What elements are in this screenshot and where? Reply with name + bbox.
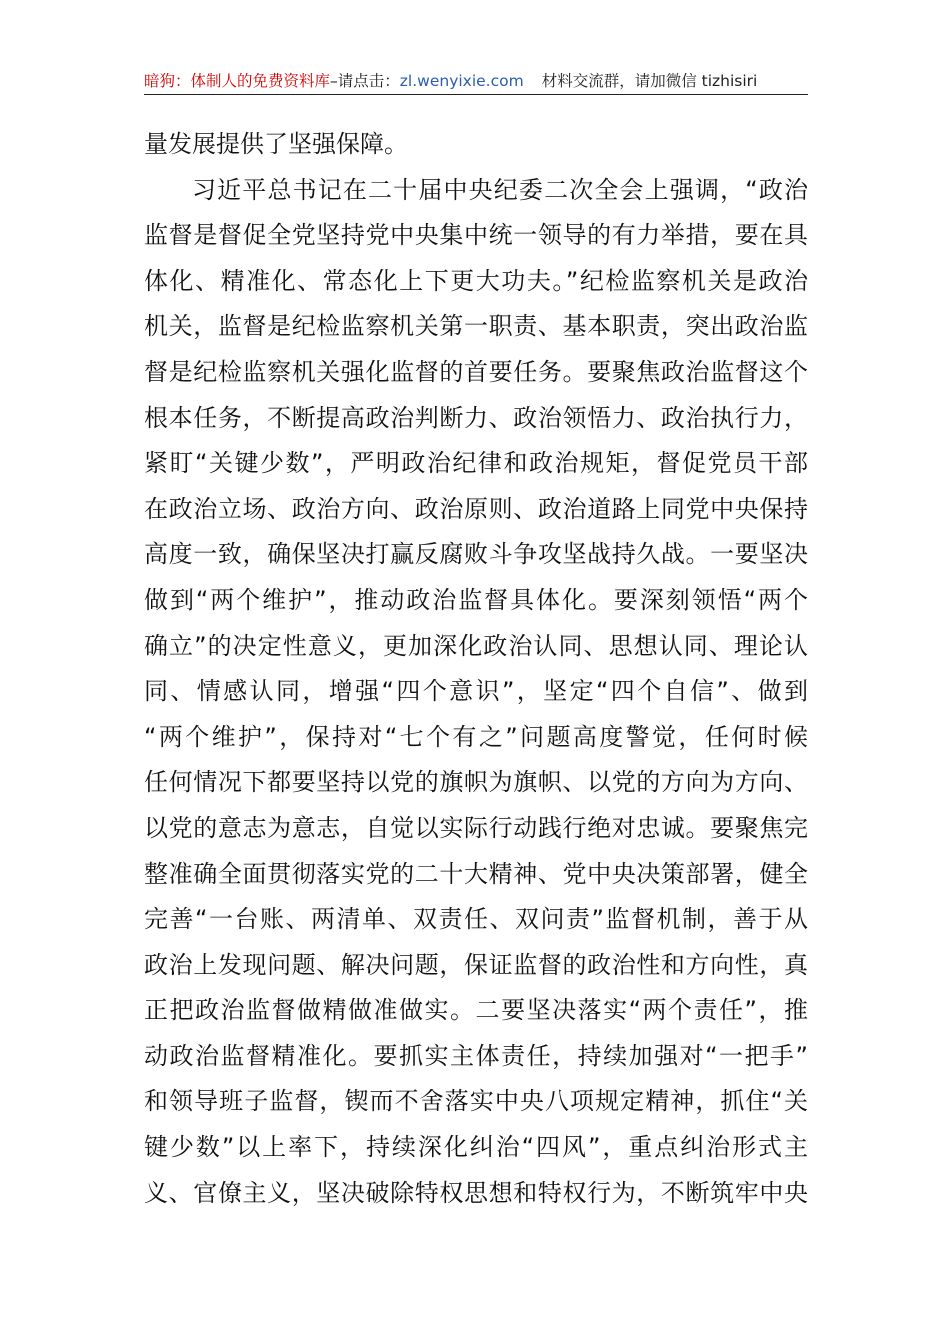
page-header [144,70,808,92]
text-line: 确立”的决定性意义，更加深化政治认同、思想认同、理论认 [144,631,808,660]
header-group-note: 材料交流群，请加微信 tizhisiri [541,72,758,90]
text-line: 高度一致，确保坚决打赢反腐败斗争攻坚战持久战。一要坚决 [144,540,808,569]
text-line: 完善“一台账、两清单、双责任、双问责”监督机制，善于从 [144,905,808,934]
text-line: 量发展提供了坚强保障。 [144,130,408,158]
text-line: 以党的意志为意志，自觉以实际行动践行绝对忠诚。要聚焦完 [144,813,808,842]
header-click-prompt: –请点击： [330,72,400,90]
text-line: 督是纪检监察机关强化监督的首要任务。要聚焦政治监督这个 [144,357,808,386]
text-line: 同、情感认同，增强“四个意识”，坚定“四个自信”、做到 [144,677,808,706]
text-line: 根本任务，不断提高政治判断力、政治领悟力、政治执行力， [144,403,808,432]
text-line: 监督是督促全党坚持党中央集中统一领导的有力举措，要在具 [144,221,808,250]
text-line: 在政治立场、政治方向、政治原则、政治道路上同党中央保持 [144,494,808,523]
text-line: 政治上发现问题、解决问题，保证监督的政治性和方向性，真 [144,950,808,979]
text-line: 做到“两个维护”，推动政治监督具体化。要深刻领悟“两个 [144,585,808,614]
text-line: 整准确全面贯彻落实党的二十大精神、党中央决策部署，健全 [144,859,808,888]
header-divider [144,94,808,95]
text-line: 键少数”以上率下，持续深化纠治“四风”，重点纠治形式主 [144,1133,808,1162]
text-line: 紧盯“关键少数”，严明政治纪律和政治规矩，督促党员干部 [144,449,808,478]
text-line: “两个维护”，保持对“七个有之”问题高度警觉，任何时候 [144,722,808,751]
text-line: 任何情况下都要坚持以党的旗帜为旗帜、以党的方向为方向、 [144,768,808,797]
text-line: 动政治监督精准化。要抓实主体责任，持续加强对“一把手” [144,1041,808,1070]
text-line: 和领导班子监督，锲而不舍落实中央八项规定精神，抓住“关 [144,1087,808,1116]
text-line: 义、官僚主义，坚决破除特权思想和特权行为，不断筑牢中央 [144,1178,808,1207]
header-url-link[interactable]: zl.wenyixie.com [399,72,524,90]
text-line: 体化、精准化、常态化上下更大功夫。”纪检监察机关是政治 [144,266,808,295]
document-body [144,122,808,1216]
text-line: 正把政治监督做精做准做实。二要坚决落实“两个责任”，推 [144,996,808,1025]
text-line: 机关，监督是纪检监察机关第一职责、基本职责，突出政治监 [144,312,808,341]
text-line: 习近平总书记在二十届中央纪委二次全会上强调，“政治 [192,175,808,204]
header-site-name: 暗狗：体制人的免费资料库 [144,72,331,90]
